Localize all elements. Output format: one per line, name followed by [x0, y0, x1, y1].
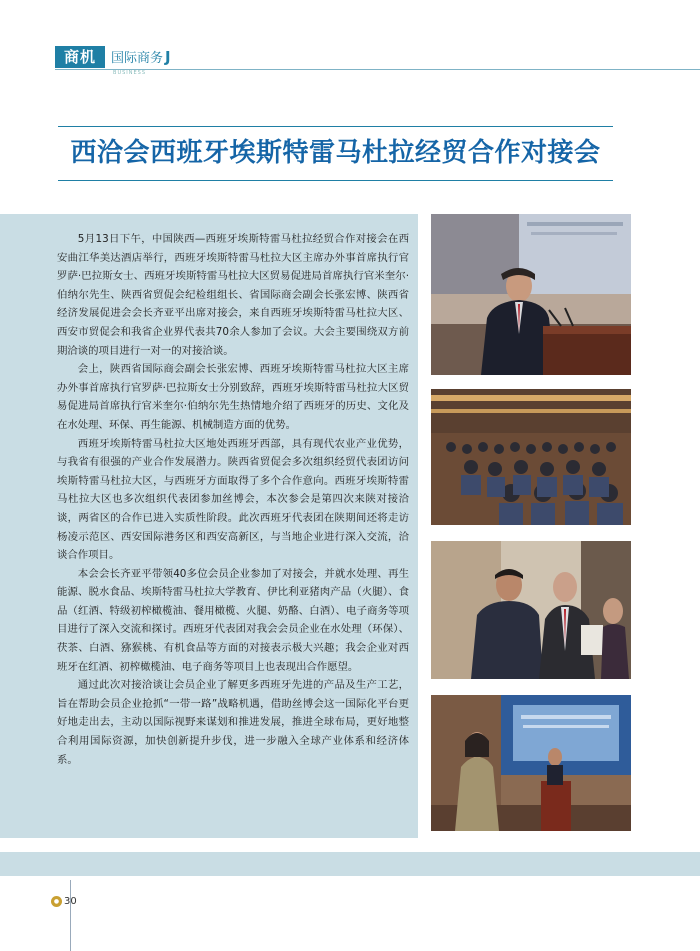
- footer-rule: [70, 880, 71, 951]
- article-paragraph-5: 通过此次对接洽谈让会员企业了解更多西班牙先进的产品及生产工艺，旨在帮助会员企业抢抓“一带一路”战略机遇，借助丝博会这一国际化平台更好地走出去，主动以国际视野来谋划和推进发展，推进全球布局，更好地整合利用国际资源，加快创新提升步伐，进一步融入全球产业体系和经济体系。: [57, 679, 409, 766]
- page-number-mark: [51, 896, 77, 907]
- title-rule-bottom: [58, 180, 613, 181]
- header-divider: [55, 69, 700, 70]
- photo-speaker-at-podium: [431, 214, 631, 375]
- section-label: 商机: [55, 46, 105, 68]
- article-body: [57, 230, 409, 769]
- bottom-band: [0, 852, 700, 876]
- article-paragraph-3: 西班牙埃斯特雷马杜拉大区地处西班牙西部，具有现代农业产业优势，与我省有很强的产业合作发展潜力。陕西省贸促会多次组织经贸代表团访问埃斯特雷马杜拉大区，与西班牙方面取得了多个合作意向。西班牙埃斯特雷马杜拉大区也多次组织代表团参加丝博会，本次参会是第四次来陕对接洽谈，两省区的合作已进入实质性阶段。此次西班牙代表团在陕期间还将走访杨凌示范区、西安国际港务区和西安高新区，与当地企业进行深入交流，洽谈合作项目。: [57, 437, 409, 562]
- photo-two-delegates: [431, 541, 631, 679]
- article-paragraph-4: 本会会长齐亚平带领40多位会员企业参加了对接会，并就水处理、再生能源、脱水食品、埃斯特雷马杜拉大学教育、伊比利亚猪肉产品（火腿）、食品（红酒、特级初榨橄榄油、餐用橄榄、火腿、奶酪、白酒）、电子商务等项目进行了深入交流和探讨。西班牙代表团对我会会员企业在水处理（环保）、茯茶、白酒、猕猴桃、有机食品等方面的对接表示极大兴趣；我会企业对西班牙在红酒、初榨橄榄油、电子商务等项目上也表现出合作愿望。: [57, 567, 409, 673]
- photo-speaker-with-screen: [431, 695, 631, 831]
- section-subtitle: [111, 48, 171, 76]
- title-rule-top: [58, 126, 613, 127]
- article-title: 西洽会西班牙埃斯特雷马杜拉经贸合作对接会: [70, 138, 601, 168]
- page-number: 30: [64, 896, 77, 907]
- section-subtitle-text: 国际商务: [111, 51, 164, 66]
- article-paragraph-2: 会上，陕西省国际商会副会长张宏博、西班牙埃斯特雷马杜拉大区主席办外事首席执行官罗萨·巴拉斯女士分别致辞，西班牙埃斯特雷马杜拉大区贸易促进局首席执行官米奎尔·伯纳尔先生热情地介绍了西班牙的历史、文化及在水处理、环保、再生能源、机械制造方面的优势。: [57, 363, 409, 431]
- section-header: [55, 46, 171, 76]
- article-paragraph-1: 5月13日下午，中国陕西—西班牙埃斯特雷马杜拉经贸合作对接会在西安曲江华美达酒店举行，西班牙埃斯特雷马杜拉大区主席办外事首席执行官罗萨·巴拉斯女士、西班牙埃斯特雷马杜拉大区贸易促进局首席执行官米奎尔·伯纳尔先生、陕西省贸促会纪检组组长、省国际商会副会长张宏博、陕西省经济发展促进会会长齐亚平出席对接会，来自西班牙埃斯特雷马杜拉大区、西安市贸促会和我省企业界代表共70余人参加了会议。大会主要围绕双方前期洽谈的项目进行一对一的对接洽谈。: [57, 233, 409, 357]
- section-subtitle-en: BUSINESS: [113, 70, 147, 76]
- photo-audience-hall: [431, 389, 631, 525]
- page-emblem-icon: ●: [51, 896, 62, 907]
- section-bracket: J: [165, 48, 171, 66]
